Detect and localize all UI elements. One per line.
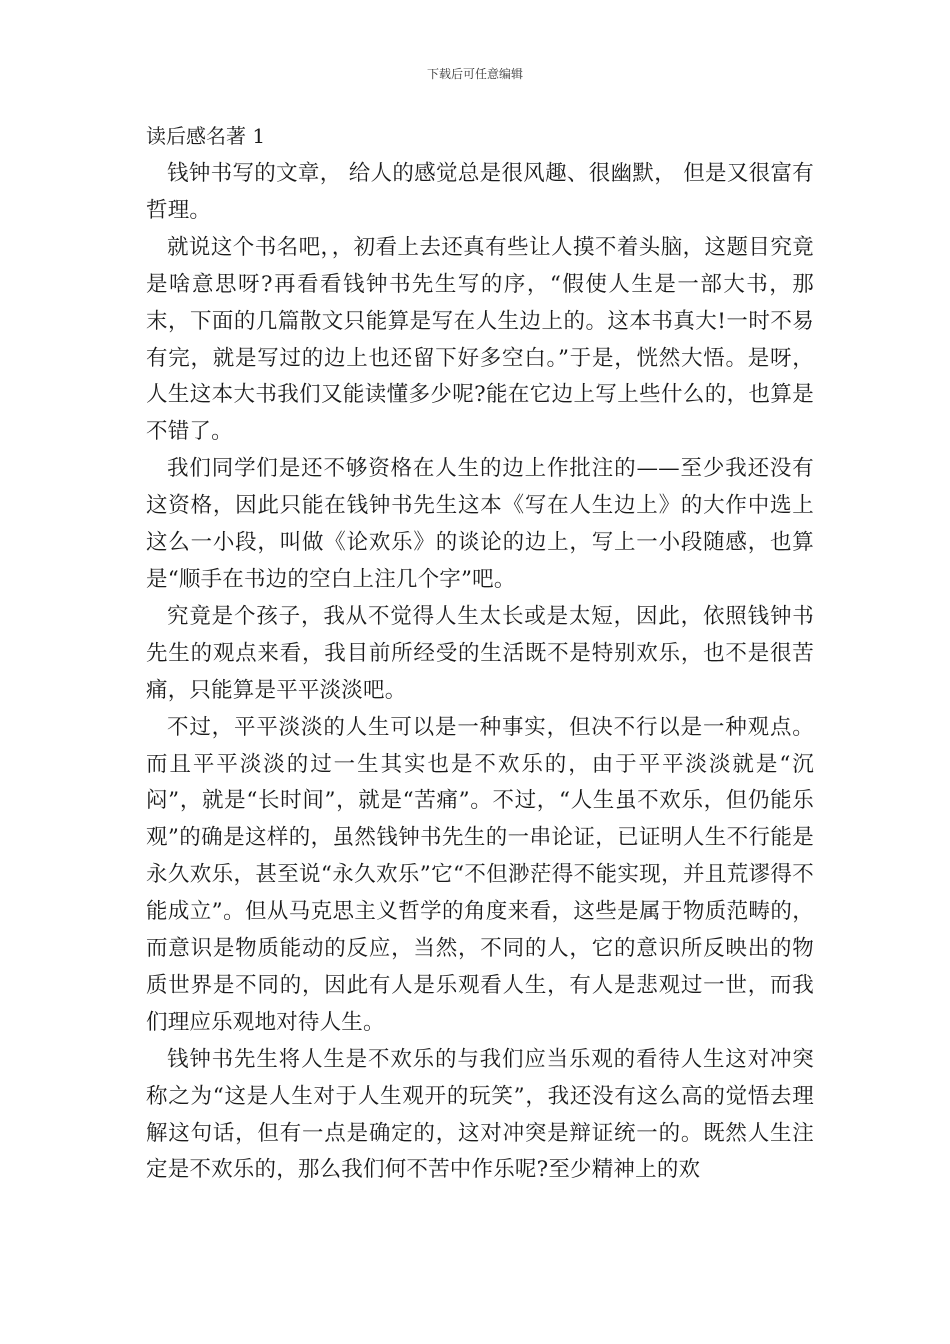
document-title: 读后感名著 1 bbox=[146, 124, 266, 148]
paragraph-2: 就说这个书名吧，，初看上去还真有些让人摸不着头脑，这题目究竟是啥意思呀?再看看钱钟书先生写的序，“假使人生是一部大书，那末，下面的几篇散文只能算是写在人生边上的。这本书真大!一时不易有完，就是写过的边上也还留下好多空白。”于是，恍然大悟。是呀，人生这本大书我们又能读懂多少呢?能在它边上写上些什么的，也算是不错了。 bbox=[146, 234, 814, 445]
document-body bbox=[146, 118, 814, 1189]
page-header-note: 下载后可任意编辑 bbox=[426, 67, 523, 81]
paragraph-4: 究竟是个孩子，我从不觉得人生太长或是太短，因此，依照钱钟书先生的观点来看，我目前所经受的生活既不是特别欢乐，也不是很苦痛，只能算是平平淡淡吧。 bbox=[146, 603, 814, 703]
paragraph-6: 钱钟书先生将人生是不欢乐的与我们应当乐观的看待人生这对冲突称之为“这是人生对于人生观开的玩笑”，我还没有这么高的觉悟去理解这句话，但有一点是确定的，这对冲突是辩证统一的。既然人生注定是不欢乐的，那么我们何不苦中作乐呢?至少精神上的欢 bbox=[146, 1046, 814, 1183]
paragraph-3: 我们同学们是还不够资格在人生的边上作批注的——至少我还没有这资格，因此只能在钱钟书先生这本《写在人生边上》的大作中选上这么一小段，叫做《论欢乐》的谈论的边上，写上一小段随感，也算是“顺手在书边的空白上注几个字”吧。 bbox=[146, 456, 814, 592]
paragraph-1: 钱钟书写的文章， 给人的感觉总是很风趣、很幽默， 但是又很富有哲理。 bbox=[146, 161, 814, 223]
paragraph-5: 不过，平平淡淡的人生可以是一种事实，但决不行以是一种观点。而且平平淡淡的过一生其实也是不欢乐的，由于平平淡淡就是“沉闷”，就是“长时间”，就是“苦痛”。不过，“人生虽不欢乐，但仍能乐观”的确是这样的，虽然钱钟书先生的一串论证，已证明人生不行能是永久欢乐，甚至说“永久欢乐”它“不但渺茫得不能实现，并且荒谬得不能成立”。但从马克思主义哲学的角度来看，这些是属于物质范畴的，而意识是物质能动的反应，当然，不同的人，它的意识所反映出的物质世界是不同的，因此有人是乐观看人生，有人是悲观过一世，而我们理应乐观地对待人生。 bbox=[146, 714, 814, 1035]
